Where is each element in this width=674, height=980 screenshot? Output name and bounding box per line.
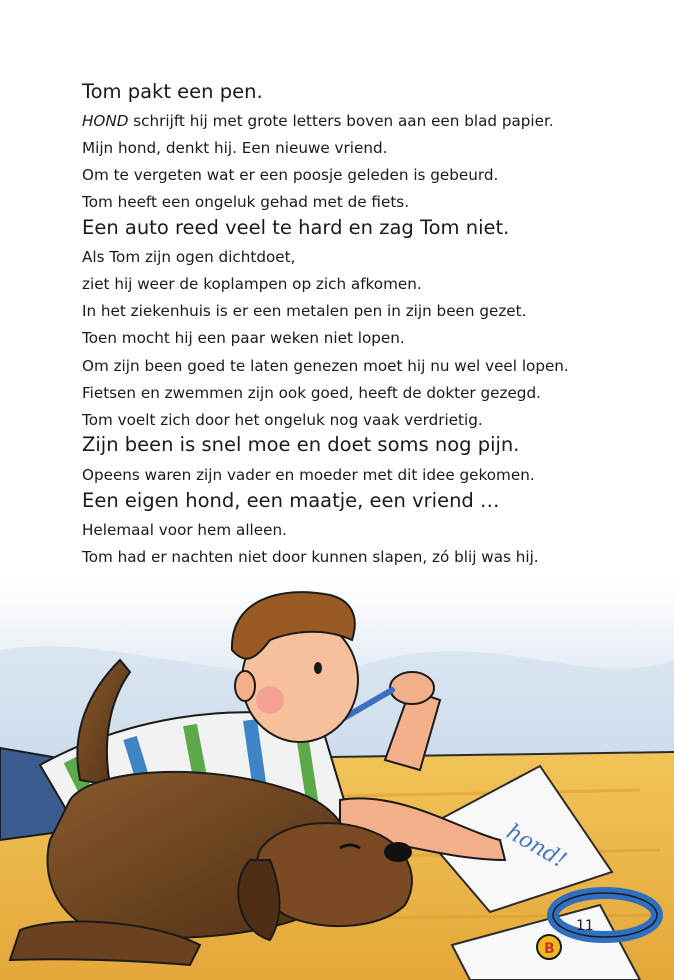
collar-tag-letter: B bbox=[544, 941, 555, 957]
story-line: HOND schrijft hij met grote letters boven aan een blad papier. bbox=[82, 112, 554, 130]
story-line: Tom heeft een ongeluk gehad met de fiets. bbox=[82, 193, 410, 211]
page-number: 11 bbox=[576, 918, 594, 934]
boy-cheek bbox=[256, 686, 284, 714]
illustration-boy-with-dog bbox=[0, 580, 674, 980]
emphasized-word: HOND bbox=[82, 112, 129, 130]
story-line: Om zijn been goed te laten genezen moet hij nu wel veel lopen. bbox=[82, 357, 569, 375]
story-line: Mijn hond, denkt hij. Een nieuwe vriend. bbox=[82, 139, 388, 157]
story-line: Een auto reed veel te hard en zag Tom niet. bbox=[82, 216, 510, 239]
dog-nose bbox=[384, 842, 412, 862]
story-line: Fietsen en zwemmen zijn ook goed, heeft de dokter gezegd. bbox=[82, 384, 541, 402]
boy-hand bbox=[390, 672, 434, 704]
story-line: Tom had er nachten niet door kunnen slapen, zó blij was hij. bbox=[82, 548, 539, 566]
story-line: Tom pakt een pen. bbox=[82, 80, 263, 103]
boy-eye bbox=[314, 662, 322, 674]
story-line: Als Tom zijn ogen dichtdoet, bbox=[82, 248, 296, 266]
story-line: Een eigen hond, een maatje, een vriend … bbox=[82, 489, 500, 512]
story-line: Helemaal voor hem alleen. bbox=[82, 521, 287, 539]
story-line: Opeens waren zijn vader en moeder met dit idee gekomen. bbox=[82, 466, 535, 484]
story-line: ziet hij weer de koplampen op zich afkomen. bbox=[82, 275, 422, 293]
paper-handwriting: hond! bbox=[502, 819, 571, 874]
story-line: Om te vergeten wat er een poosje geleden is gebeurd. bbox=[82, 166, 499, 184]
boy-ear bbox=[235, 671, 255, 701]
story-line: Toen mocht hij een paar weken niet lopen. bbox=[82, 329, 405, 347]
story-line: In het ziekenhuis is er een metalen pen in zijn been gezet. bbox=[82, 302, 527, 320]
story-line: Tom voelt zich door het ongeluk nog vaak verdrietig. bbox=[82, 411, 483, 429]
story-line: Zijn been is snel moe en doet soms nog pijn. bbox=[82, 433, 520, 456]
